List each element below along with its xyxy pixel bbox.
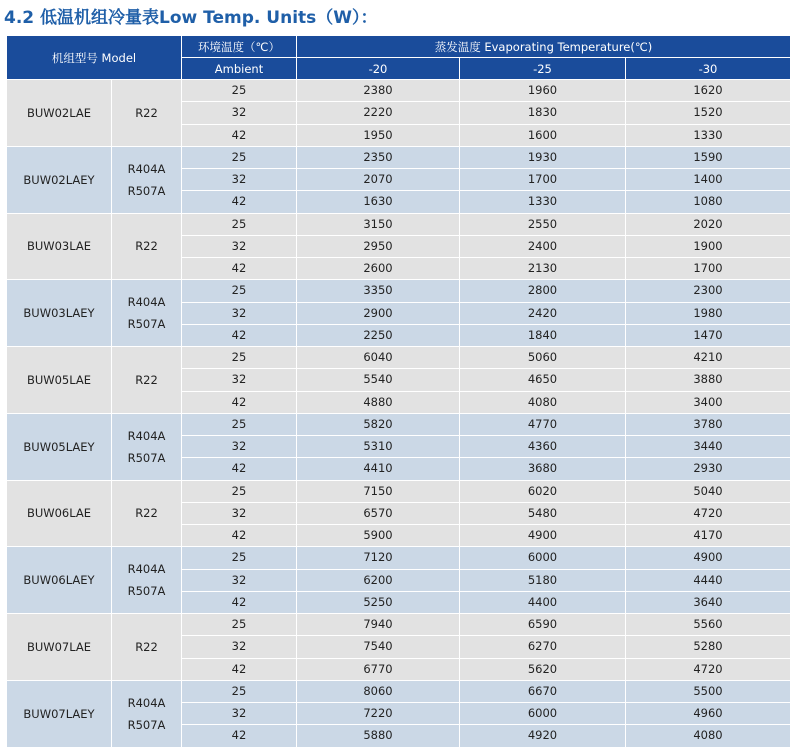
ambient-header-cn: 环境温度（℃） [182, 36, 297, 58]
capacity-cell: 4400 [460, 591, 626, 613]
capacity-cell: 3350 [297, 280, 460, 302]
capacity-cell: 7940 [297, 614, 460, 636]
table-row [7, 213, 791, 235]
capacity-cell: 5900 [297, 525, 460, 547]
refrigerant-label: R22 [135, 639, 158, 654]
ambient-cell: 42 [182, 725, 297, 747]
capacity-cell: 4900 [626, 547, 791, 569]
capacity-cell: 2600 [297, 258, 460, 280]
capacity-cell: 6270 [460, 636, 626, 658]
refrigerant-cell [112, 614, 182, 681]
capacity-cell: 3880 [626, 369, 791, 391]
refrigerant-cell [112, 213, 182, 280]
ambient-cell: 42 [182, 191, 297, 213]
refrigerant-label: R22 [135, 372, 158, 387]
ambient-cell: 25 [182, 146, 297, 168]
capacity-cell: 1600 [460, 124, 626, 146]
capacity-cell: 2550 [460, 213, 626, 235]
capacity-cell: 3150 [297, 213, 460, 235]
model-header: 机组型号 Model [7, 36, 182, 80]
refrigerant-cell [112, 80, 182, 147]
capacity-cell: 1980 [626, 302, 791, 324]
evap-col-header: -25 [460, 58, 626, 80]
capacity-cell: 5310 [297, 436, 460, 458]
capacity-table [6, 35, 791, 748]
ambient-cell: 25 [182, 280, 297, 302]
capacity-cell: 1930 [460, 146, 626, 168]
ambient-cell: 42 [182, 658, 297, 680]
model-cell: BUW02LAE [7, 80, 112, 147]
capacity-cell: 2900 [297, 302, 460, 324]
capacity-cell: 1330 [460, 191, 626, 213]
capacity-cell: 1330 [626, 124, 791, 146]
capacity-cell: 5480 [460, 502, 626, 524]
refrigerant-label: R22 [135, 105, 158, 120]
table-row [7, 413, 791, 435]
table-row [7, 80, 791, 102]
ambient-cell: 32 [182, 169, 297, 191]
refrigerant-label: R404A [127, 161, 166, 176]
refrigerant-label: R507A [127, 584, 166, 599]
capacity-cell: 6000 [460, 547, 626, 569]
refrigerant-cell [112, 547, 182, 614]
capacity-cell: 6590 [460, 614, 626, 636]
refrigerant-label: R22 [135, 506, 158, 521]
refrigerant-cell [112, 413, 182, 480]
capacity-cell: 2380 [297, 80, 460, 102]
capacity-cell: 4080 [460, 391, 626, 413]
ambient-cell: 25 [182, 480, 297, 502]
refrigerant-label: R404A [127, 562, 166, 577]
capacity-cell: 4880 [297, 391, 460, 413]
capacity-cell: 6040 [297, 347, 460, 369]
evap-col-header: -20 [297, 58, 460, 80]
model-cell: BUW05LAEY [7, 413, 112, 480]
ambient-cell: 25 [182, 413, 297, 435]
capacity-cell: 1080 [626, 191, 791, 213]
ambient-cell: 42 [182, 124, 297, 146]
capacity-cell: 4440 [626, 569, 791, 591]
capacity-cell: 2350 [297, 146, 460, 168]
ambient-cell: 25 [182, 547, 297, 569]
page-title: 4.2 低温机组冷量表Low Temp. Units（W）： [4, 8, 378, 28]
capacity-cell: 2300 [626, 280, 791, 302]
evap-header: 蒸发温度 Evaporating Temperature(℃) [297, 36, 791, 58]
capacity-cell: 1590 [626, 146, 791, 168]
capacity-cell: 4080 [626, 725, 791, 747]
capacity-cell: 3780 [626, 413, 791, 435]
ambient-cell: 32 [182, 436, 297, 458]
capacity-cell: 4960 [626, 703, 791, 725]
capacity-cell: 5620 [460, 658, 626, 680]
table-row [7, 280, 791, 302]
capacity-cell: 4920 [460, 725, 626, 747]
table-row [7, 614, 791, 636]
capacity-cell: 5560 [626, 614, 791, 636]
capacity-cell: 1830 [460, 102, 626, 124]
table-row [7, 547, 791, 569]
model-cell: BUW02LAEY [7, 146, 112, 213]
table-header [7, 36, 791, 80]
capacity-cell: 7150 [297, 480, 460, 502]
capacity-cell: 3640 [626, 591, 791, 613]
capacity-cell: 4210 [626, 347, 791, 369]
capacity-cell: 5500 [626, 680, 791, 702]
model-cell: BUW06LAEY [7, 547, 112, 614]
model-cell: BUW05LAE [7, 347, 112, 414]
capacity-cell: 2930 [626, 458, 791, 480]
model-cell: BUW03LAE [7, 213, 112, 280]
refrigerant-label: R507A [127, 317, 166, 332]
ambient-cell: 32 [182, 502, 297, 524]
capacity-cell: 5060 [460, 347, 626, 369]
capacity-cell: 5820 [297, 413, 460, 435]
table-row [7, 347, 791, 369]
ambient-cell: 25 [182, 80, 297, 102]
capacity-cell: 2950 [297, 235, 460, 257]
capacity-cell: 5180 [460, 569, 626, 591]
ambient-header-en: Ambient [182, 58, 297, 80]
capacity-cell: 1900 [626, 235, 791, 257]
model-cell: BUW07LAE [7, 614, 112, 681]
ambient-cell: 42 [182, 458, 297, 480]
ambient-cell: 32 [182, 636, 297, 658]
capacity-cell: 4720 [626, 658, 791, 680]
capacity-cell: 6570 [297, 502, 460, 524]
capacity-cell: 7220 [297, 703, 460, 725]
capacity-cell: 3680 [460, 458, 626, 480]
capacity-cell: 3440 [626, 436, 791, 458]
table-row [7, 680, 791, 702]
capacity-cell: 4650 [460, 369, 626, 391]
capacity-cell: 1470 [626, 324, 791, 346]
capacity-cell: 4410 [297, 458, 460, 480]
capacity-cell: 2220 [297, 102, 460, 124]
model-cell: BUW07LAEY [7, 680, 112, 747]
ambient-cell: 32 [182, 369, 297, 391]
capacity-cell: 1700 [460, 169, 626, 191]
capacity-cell: 4720 [626, 502, 791, 524]
table-row [7, 146, 791, 168]
capacity-cell: 1400 [626, 169, 791, 191]
capacity-cell: 7120 [297, 547, 460, 569]
capacity-cell: 4360 [460, 436, 626, 458]
capacity-cell: 1840 [460, 324, 626, 346]
capacity-cell: 1620 [626, 80, 791, 102]
capacity-cell: 5540 [297, 369, 460, 391]
model-cell: BUW03LAEY [7, 280, 112, 347]
capacity-cell: 5880 [297, 725, 460, 747]
ambient-cell: 32 [182, 569, 297, 591]
ambient-cell: 25 [182, 213, 297, 235]
capacity-cell: 6020 [460, 480, 626, 502]
ambient-cell: 32 [182, 703, 297, 725]
table-row [7, 480, 791, 502]
capacity-cell: 2130 [460, 258, 626, 280]
capacity-cell: 2250 [297, 324, 460, 346]
capacity-cell: 8060 [297, 680, 460, 702]
capacity-cell: 4900 [460, 525, 626, 547]
ambient-cell: 42 [182, 258, 297, 280]
refrigerant-label: R404A [127, 295, 166, 310]
refrigerant-cell [112, 146, 182, 213]
capacity-cell: 5250 [297, 591, 460, 613]
capacity-cell: 6200 [297, 569, 460, 591]
ambient-cell: 25 [182, 680, 297, 702]
capacity-cell: 1950 [297, 124, 460, 146]
capacity-cell: 2070 [297, 169, 460, 191]
refrigerant-cell [112, 480, 182, 547]
ambient-cell: 42 [182, 391, 297, 413]
capacity-cell: 2020 [626, 213, 791, 235]
capacity-cell: 7540 [297, 636, 460, 658]
ambient-cell: 25 [182, 614, 297, 636]
capacity-cell: 5040 [626, 480, 791, 502]
evap-col-header: -30 [626, 58, 791, 80]
model-cell: BUW06LAE [7, 480, 112, 547]
ambient-cell: 42 [182, 324, 297, 346]
capacity-cell: 6770 [297, 658, 460, 680]
refrigerant-label: R404A [127, 695, 166, 710]
refrigerant-cell [112, 347, 182, 414]
refrigerant-label: R507A [127, 183, 166, 198]
capacity-cell: 2400 [460, 235, 626, 257]
capacity-cell: 4170 [626, 525, 791, 547]
refrigerant-label: R507A [127, 450, 166, 465]
refrigerant-cell [112, 280, 182, 347]
ambient-cell: 32 [182, 235, 297, 257]
capacity-cell: 1630 [297, 191, 460, 213]
ambient-cell: 32 [182, 302, 297, 324]
refrigerant-label: R22 [135, 239, 158, 254]
capacity-cell: 1960 [460, 80, 626, 102]
refrigerant-label: R507A [127, 717, 166, 732]
capacity-cell: 2800 [460, 280, 626, 302]
ambient-cell: 32 [182, 102, 297, 124]
refrigerant-cell [112, 680, 182, 747]
capacity-cell: 2420 [460, 302, 626, 324]
capacity-cell: 6000 [460, 703, 626, 725]
ambient-cell: 25 [182, 347, 297, 369]
capacity-cell: 1700 [626, 258, 791, 280]
capacity-cell: 4770 [460, 413, 626, 435]
ambient-cell: 42 [182, 591, 297, 613]
table-body [7, 80, 791, 748]
capacity-cell: 6670 [460, 680, 626, 702]
capacity-cell: 1520 [626, 102, 791, 124]
ambient-cell: 42 [182, 525, 297, 547]
capacity-cell: 3400 [626, 391, 791, 413]
refrigerant-label: R404A [127, 428, 166, 443]
capacity-cell: 5280 [626, 636, 791, 658]
